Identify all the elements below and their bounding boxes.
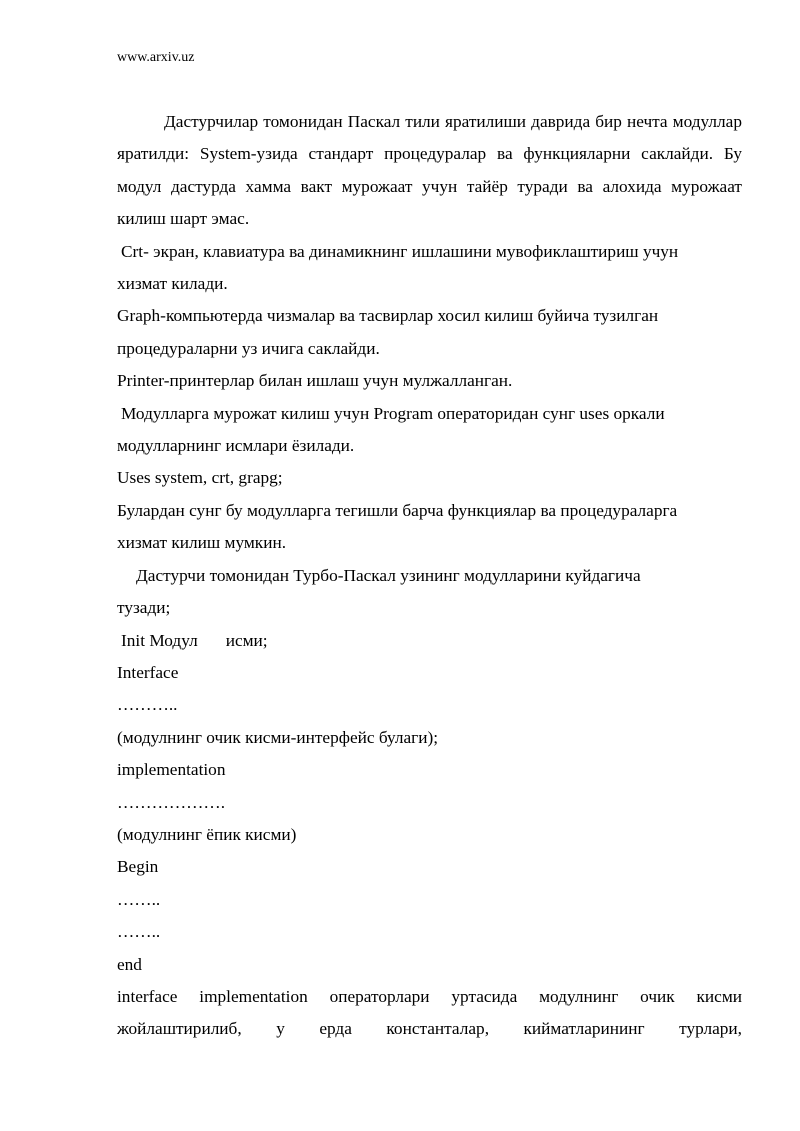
code-init-name: исми; <box>225 630 268 650</box>
document-body <box>117 106 742 1046</box>
code-begin: Begin <box>117 857 159 877</box>
paragraph-uses-line2: модулларнинг исмлари ёзилади. <box>117 436 355 456</box>
paragraph-after-uses-line2: хизмат килиш мумкин. <box>117 533 287 553</box>
paragraph-interface-line1: interface implementation операторлари уртасида модулнинг очик кисми <box>117 986 742 1006</box>
code-dots-2: ………………. <box>117 792 226 812</box>
code-dots-1: ……….. <box>117 695 178 715</box>
paragraph-after-uses-line1: Булардан сунг бу модулларга тегишли барча функциялар ва процедураларга <box>117 500 678 520</box>
paragraph-graph-line2: процедураларни уз ичига саклайди. <box>117 338 380 358</box>
paragraph-crt-line2: хизмат килади. <box>117 274 228 294</box>
code-uses-statement: Uses system, crt, grapg; <box>117 468 283 488</box>
code-init-line <box>117 625 742 657</box>
code-init-keyword: Init Модул <box>121 630 198 650</box>
code-implementation: implementation <box>117 760 226 780</box>
paragraph-uses-line1: Модулларга мурожат килиш учун Program операторидан сунг uses оркали <box>121 403 665 423</box>
paragraph-interface-line2: жойлаштирилиб, у ерда константалар, кийматларининг турлари, <box>117 1019 742 1039</box>
paragraph-graph-line1: Graph-компьютерда чизмалар ва тасвирлар хосил килиш буйича тузилган <box>117 306 659 326</box>
code-comment-interface: (модулнинг очик кисми-интерфейс булаги); <box>117 727 439 747</box>
page-header-site: www.arxiv.uz <box>117 50 195 65</box>
code-end: end <box>117 954 142 974</box>
paragraph-printer: Printer-принтерлар билан ишлаш учун мулжалланган. <box>117 371 513 391</box>
paragraph-turbo-pascal-line2: тузади; <box>117 598 171 618</box>
code-comment-implementation: (модулнинг ёпик кисми) <box>117 824 297 844</box>
paragraph-modules-intro: Дастурчилар томонидан Паскал тили яратилиши даврида бир нечта модуллар яратилди: System-узида стандарт процедуралар ва функцияларни саклайди. Бу модул дастурда хамма вакт мурожаат учун тайёр туради ва алохида мурожаат килиш шарт эмас. <box>117 112 742 229</box>
code-dots-4: …….. <box>117 922 161 942</box>
code-interface: Interface <box>117 662 179 682</box>
paragraph-crt-line1: Crt- экран, клавиатура ва динамикнинг ишлашини мувофиклаштириш учун <box>121 241 679 261</box>
code-dots-3: …….. <box>117 889 161 909</box>
paragraph-turbo-pascal-line1: Дастурчи томонидан Турбо-Паскал узининг модулларини куйдагича <box>136 565 641 585</box>
